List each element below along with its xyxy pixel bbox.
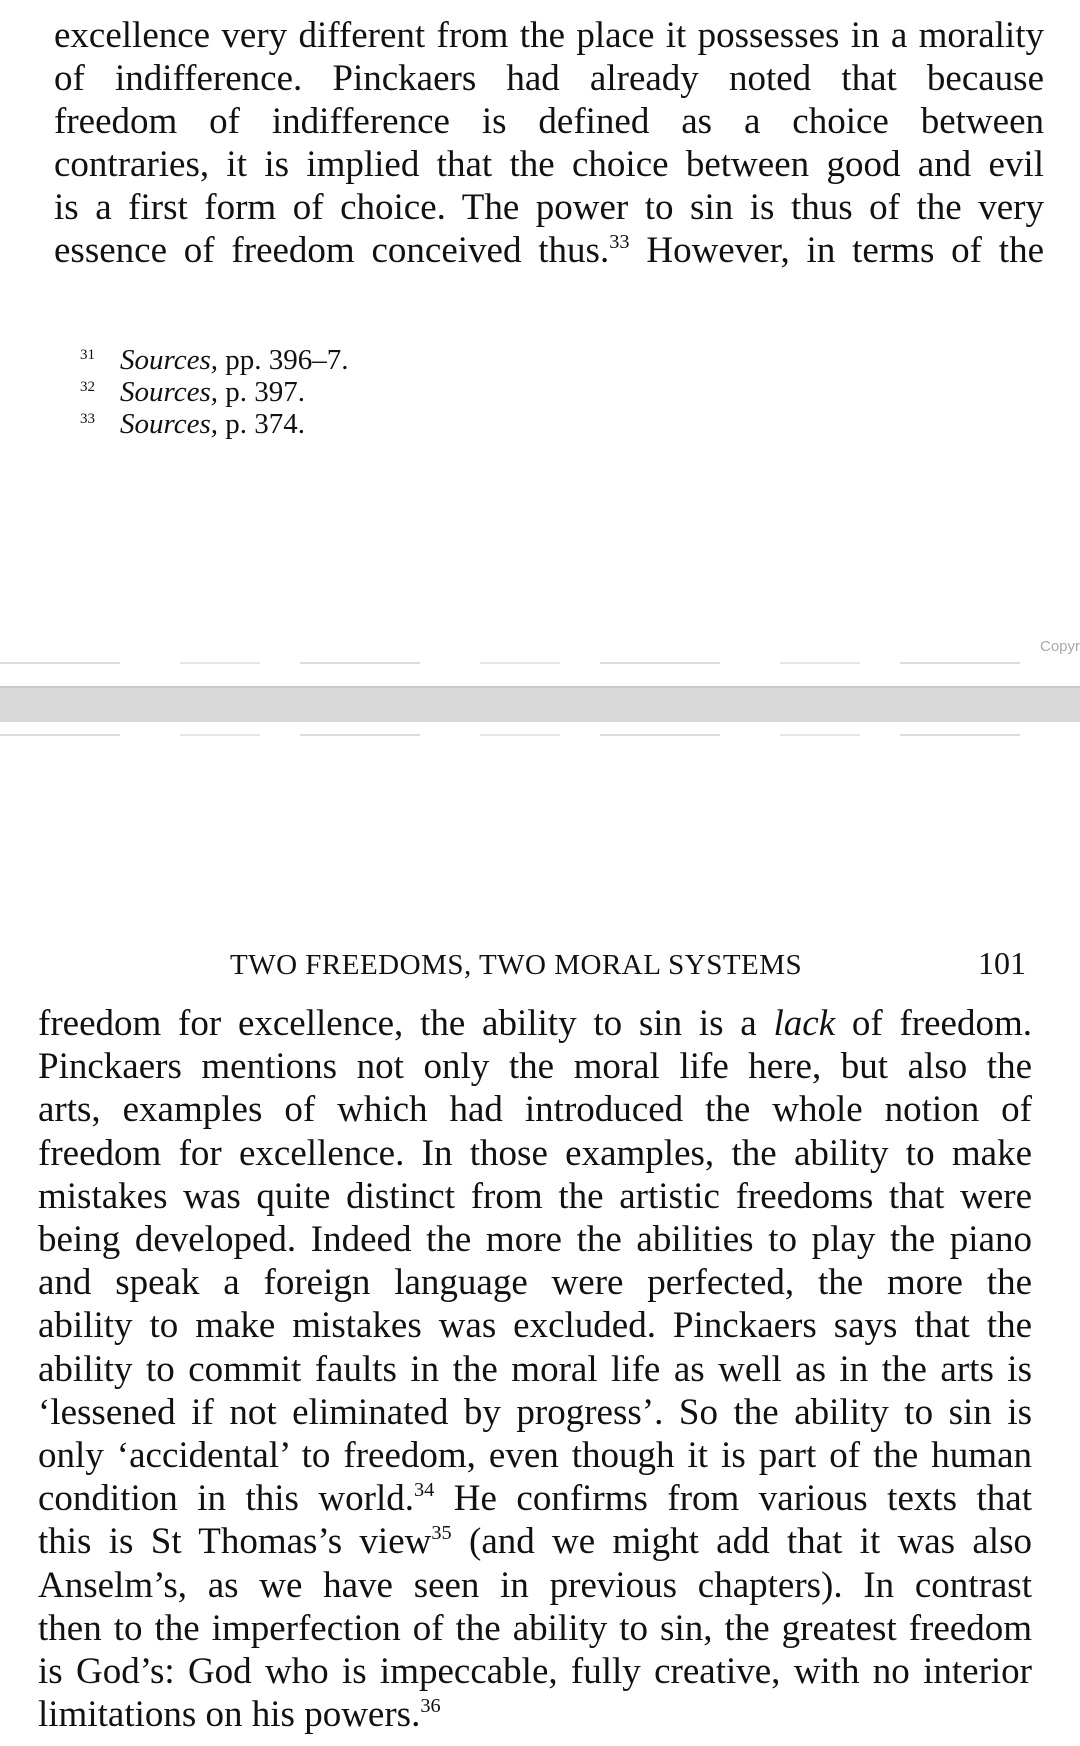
footnote-ref-pages: p. 397. <box>218 376 305 408</box>
text-line <box>54 229 1044 272</box>
text-line: only ‘accidental’ to freedom, even though it is part of the human <box>38 1435 1032 1477</box>
footnote-text <box>120 408 305 440</box>
page-edge-line <box>0 734 1080 736</box>
page-number: 101 <box>978 945 1026 981</box>
footnote-ref: 34 <box>413 1479 435 1501</box>
text-line: Anselm’s, as we have seen in previous chapters). In contrast <box>38 1564 1032 1606</box>
text-line <box>38 1520 1032 1563</box>
text-line <box>38 1002 1032 1045</box>
top-page-fragment <box>0 0 1080 690</box>
text-segment: However, in terms of the <box>629 230 1044 271</box>
footnote <box>80 376 349 408</box>
text-line: arts, examples of which had introduced the whole notion of <box>38 1089 1032 1131</box>
footnotes <box>80 344 349 440</box>
text-line: mistakes was quite distinct from the artistic freedoms that were <box>38 1175 1032 1217</box>
footnote-ref: 35 <box>431 1522 452 1545</box>
text-line: ‘lessened if not eliminated by progress’. So the ability to sin is <box>38 1391 1032 1433</box>
text-line <box>38 1693 1032 1736</box>
bottom-page <box>0 722 1080 1746</box>
copyright-watermark: Copyr <box>1039 638 1080 655</box>
footnote-number: 33 <box>80 411 95 427</box>
text-segment: condition in this world. <box>38 1478 414 1520</box>
text-line: freedom of indifference is defined as a choice between <box>54 101 1044 142</box>
text-line: contraries, it is implied that the choice between good and evil <box>54 144 1044 185</box>
footnote-source: Sources, <box>120 376 218 408</box>
footnote-ref-pages: p. 374. <box>218 408 305 440</box>
text-line: excellence very different from the place it possesses in a morality <box>54 15 1044 56</box>
footnote-ref-pages: pp. 396–7. <box>218 344 349 376</box>
text-line: and speak a foreign language were perfected, the more the <box>38 1262 1032 1304</box>
text-line: is God’s: God who is impeccable, fully creative, with no interior <box>38 1651 1032 1693</box>
text-segment: this is St Thomas’s view <box>38 1521 432 1563</box>
footnote-number: 32 <box>80 379 95 395</box>
text-segment: limitations on his powers. <box>38 1694 421 1736</box>
footnote-text <box>120 344 349 376</box>
text-line: being developed. Indeed the more the abilities to play the piano <box>38 1219 1032 1261</box>
footnote-ref: 36 <box>420 1695 441 1718</box>
footnote <box>80 344 349 376</box>
footnote-source: Sources, <box>120 344 218 376</box>
text-line: of indifference. Pinckaers had already noted that because <box>54 58 1044 99</box>
footnote-text <box>120 376 305 408</box>
bottom-body-text <box>38 1002 1032 1736</box>
text-line: Pinckaers mentions not only the moral life here, but also the <box>38 1046 1032 1088</box>
text-line <box>38 1477 1032 1520</box>
text-line: freedom for excellence. In those examples, the ability to make <box>38 1132 1032 1174</box>
running-head: TWO FREEDOMS, TWO MORAL SYSTEMS <box>230 949 803 981</box>
text-segment: freedom for excellence, the ability to sin is a <box>38 1003 774 1044</box>
text-segment: (and we might add that it was also <box>451 1521 1032 1563</box>
text-line: is a first form of choice. The power to sin is thus of the very <box>54 187 1044 228</box>
text-segment: He confirms from various texts that <box>434 1478 1033 1520</box>
text-line: then to the imperfection of the ability to sin, the greatest freedom <box>38 1607 1032 1649</box>
text-segment: of freedom. <box>835 1003 1033 1044</box>
top-body-text <box>54 14 1044 272</box>
footnote <box>80 408 349 440</box>
footnote-number: 31 <box>80 347 95 363</box>
text-line: ability to make mistakes was excluded. Pinckaers says that the <box>38 1305 1032 1347</box>
emphasis: lack <box>773 1003 836 1044</box>
page-edge-line <box>0 662 1080 664</box>
footnote-source: Sources, <box>120 408 218 440</box>
page-divider <box>0 686 1080 724</box>
text-segment: essence of freedom conceived thus. <box>54 230 610 271</box>
footnote-ref: 33 <box>609 230 630 253</box>
text-line: ability to commit faults in the moral life as well as in the arts is <box>38 1348 1032 1390</box>
